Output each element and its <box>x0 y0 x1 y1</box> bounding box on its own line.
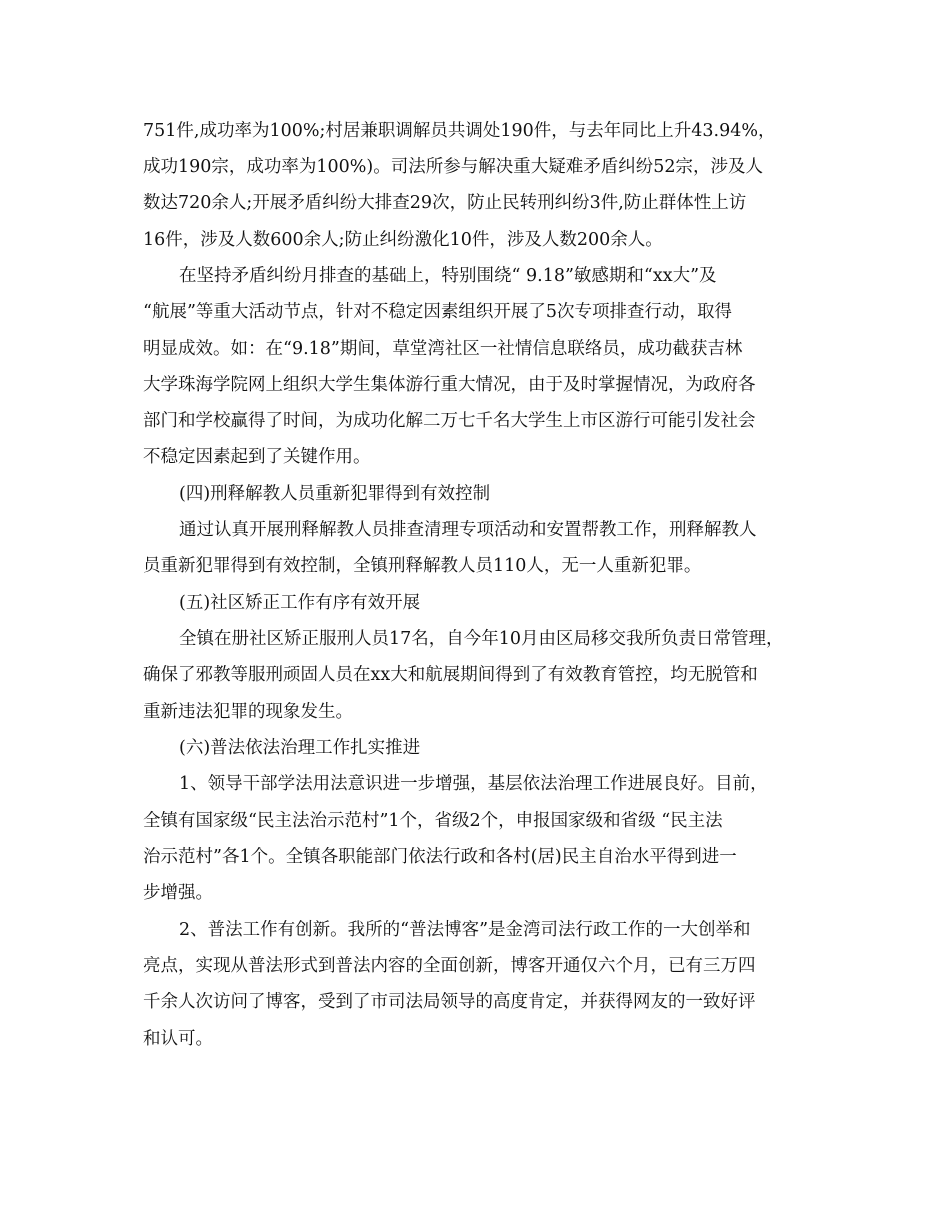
paragraph-first-line: 1、领导干部学法用法意识进一步增强，基层依法治理工作进展良好。目前， <box>179 774 768 794</box>
body-text-line: 751件,成功率为100%;村居兼职调解员共调处190件，与去年同比上升43.94%， <box>143 121 776 141</box>
body-text-line: 成功190宗，成功率为100%)。司法所参与解决重大疑难矛盾纠纷52宗，涉及人 <box>143 157 764 177</box>
section-heading: (六)普法依法治理工作扎实推进 <box>179 738 421 758</box>
body-text-line: 数达720余人;开展矛盾纠纷大排查29次，防止民转刑纠纷3件,防止群体性上访 <box>143 193 747 213</box>
body-text-line: 治示范村”各1个。全镇各职能部门依法行政和各村(居)民主自治水平得到进一 <box>143 847 737 867</box>
body-text-line: 部门和学校赢得了时间，为成功化解二万七千名大学生上市区游行可能引发社会 <box>143 411 756 431</box>
body-text-line: 明显成效。如：在“9.18”期间，草堂湾社区一社情信息联络员，成功截获吉林 <box>143 339 743 359</box>
paragraph-first-line: 通过认真开展刑释解教人员排查清理专项活动和安置帮教工作，刑释解教人 <box>179 520 757 540</box>
body-text-line: 亮点，实现从普法形式到普法内容的全面创新，博客开通仅六个月，已有三万四 <box>143 956 756 976</box>
section-heading: (五)社区矫正工作有序有效开展 <box>179 593 421 613</box>
paragraph-first-line: 全镇在册社区矫正服刑人员17名，自今年10月由区局移交我所负责日常管理， <box>179 629 784 649</box>
body-text-line: 16件，涉及人数600余人;防止纠纷激化10件，涉及人数200余人。 <box>143 230 663 250</box>
body-text-line: 员重新犯罪得到有效控制，全镇刑释解教人员110人，无一人重新犯罪。 <box>143 556 702 576</box>
body-text-line: 步增强。 <box>143 883 213 903</box>
body-text-line: 重新违法犯罪的现象发生。 <box>143 702 353 722</box>
body-text-line: 全镇有国家级“民主法治示范村”1个，省级2个，申报国家级和省级 “民主法 <box>143 811 723 831</box>
body-text-line: 和认可。 <box>143 1029 213 1049</box>
section-heading: (四)刑释解教人员重新犯罪得到有效控制 <box>179 484 491 504</box>
body-text-line: 大学珠海学院网上组织大学生集体游行重大情况，由于及时掌握情况，为政府各 <box>143 375 756 395</box>
body-text-line: 确保了邪教等服刑顽固人员在xx大和航展期间得到了有效教育管控，均无脱管和 <box>143 665 758 685</box>
body-text-line: 不稳定因素起到了关键作用。 <box>143 447 371 467</box>
paragraph-first-line: 在坚持矛盾纠纷月排查的基础上，特别围绕“ 9.18”敏感期和“xx大”及 <box>179 266 717 286</box>
paragraph-first-line: 2、普法工作有创新。我所的“普法博客”是金湾司法行政工作的一大创举和 <box>179 920 751 940</box>
body-text-line: 千余人次访问了博客，受到了市司法局领导的高度肯定，并获得网友的一致好评 <box>143 992 756 1012</box>
body-text-line: “航展”等重大活动节点，针对不稳定因素组织开展了5次专项排查行动，取得 <box>143 302 733 322</box>
